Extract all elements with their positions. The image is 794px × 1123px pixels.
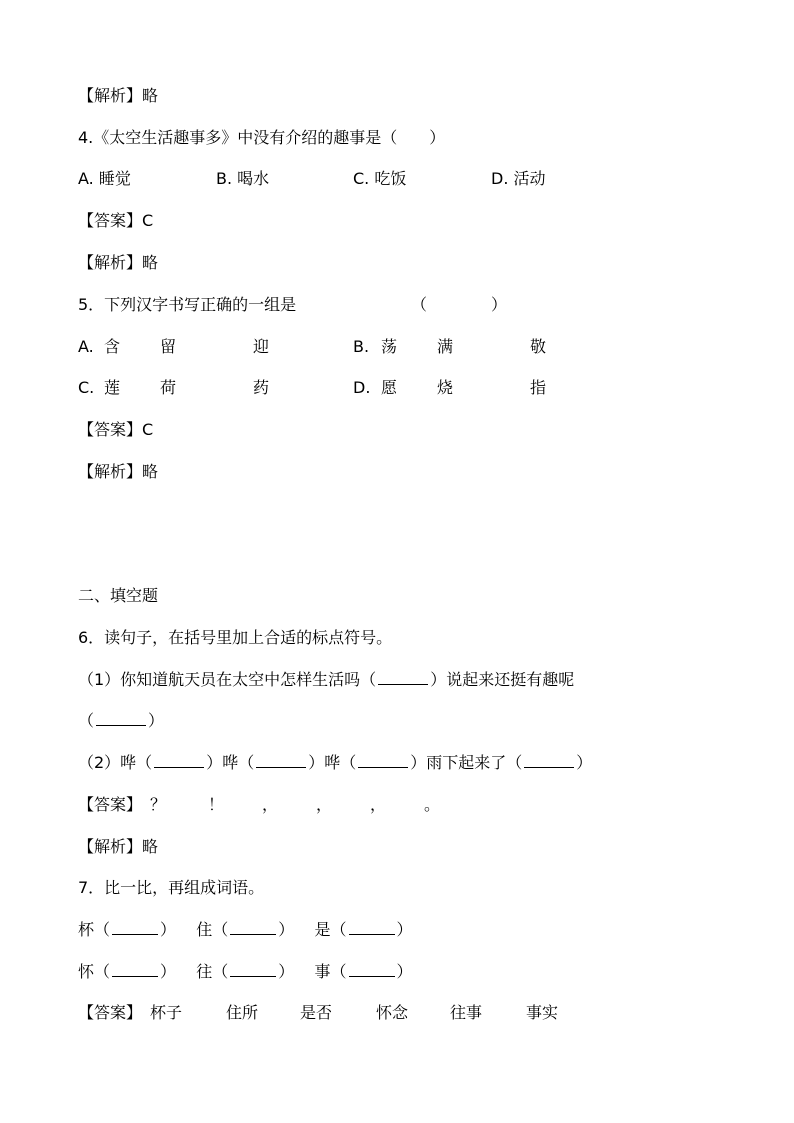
q5-row-b-char3: 敬 <box>530 337 547 356</box>
q7-char: 事 <box>314 962 331 981</box>
q5-analysis <box>78 460 158 484</box>
q6-s2-text-c: ）哗（ <box>308 753 357 772</box>
q5-answer <box>78 418 153 442</box>
q5-row-a-char1: 含 <box>104 337 121 356</box>
q6-blank-1[interactable] <box>378 670 428 685</box>
q6-analysis <box>78 835 158 859</box>
q7-char: 往 <box>196 962 213 981</box>
q6-answer-5: ， <box>370 795 387 814</box>
paren-close: ） <box>278 962 295 981</box>
q7-answer-2: 住所 <box>226 1003 259 1022</box>
q6-answer-3: ， <box>262 795 279 814</box>
q7-blank[interactable] <box>230 962 276 977</box>
paren-open: （ <box>212 962 229 981</box>
q6-sentence-1 <box>78 668 574 692</box>
q6-sentence-1-cont <box>78 709 164 733</box>
q6-answer-tag: 【答案】 <box>78 795 143 814</box>
q5-row-b-char2: 满 <box>437 337 454 356</box>
q6-blank-3[interactable] <box>154 753 204 768</box>
q6-answer-1: ？ <box>150 795 167 814</box>
q7-blank[interactable] <box>349 920 395 935</box>
paren-close: ） <box>396 962 413 981</box>
paren-close: ） <box>396 920 413 939</box>
q5-row-c-char2: 荷 <box>160 378 177 397</box>
q7-blank[interactable] <box>349 962 395 977</box>
q5-row-a-label: A. <box>78 337 94 356</box>
q5-row-b-char1: 荡 <box>381 337 398 356</box>
q7-stem: 7．比一比，再组成词语。 <box>78 878 265 897</box>
q7-char: 住 <box>196 920 213 939</box>
q3-analysis <box>78 84 158 108</box>
q7-row-1 <box>78 918 413 942</box>
q7-blank[interactable] <box>112 920 158 935</box>
q6-s1-text-a: （1）你知道航天员在太空中怎样生活吗（ <box>78 670 377 689</box>
q7-char: 怀 <box>78 962 95 981</box>
analysis-tag: 【解析】 <box>78 253 143 272</box>
analysis-tag: 【解析】 <box>78 86 143 105</box>
q6-answer-2: ！ <box>208 795 225 814</box>
q7-blank[interactable] <box>230 920 276 935</box>
q5-row-c-char3: 药 <box>253 378 270 397</box>
q4-option-d: D. 活动 <box>491 169 546 188</box>
q5-row-c-label: C. <box>78 378 95 397</box>
q5-row-d-char2: 烧 <box>437 378 454 397</box>
q7-answer-tag: 【答案】 <box>78 1003 143 1022</box>
paren-open: （ <box>212 920 229 939</box>
section-title: 二、填空题 <box>78 586 159 605</box>
q6-s1-text-b: ）说起来还挺有趣呢 <box>430 670 575 689</box>
answer-tag: 【答案】 <box>78 211 143 230</box>
q4-stem: 4.《太空生活趣事多》中没有介绍的趣事是（ ） <box>78 128 446 147</box>
q6-s2-text-e: ） <box>576 753 593 772</box>
q7-answer-4: 怀念 <box>376 1003 409 1022</box>
q5-row-b-label: B. <box>353 337 370 356</box>
q5-row-a-char2: 留 <box>160 337 177 356</box>
q6-blank-6[interactable] <box>524 753 574 768</box>
q6-s1-open: （ <box>78 711 95 730</box>
answer-tag: 【答案】 <box>78 420 143 439</box>
analysis-tag: 【解析】 <box>78 462 143 481</box>
q5-paren: （ ） <box>411 295 508 314</box>
analysis-text: 略 <box>142 86 159 105</box>
q6-sentence-2 <box>78 751 592 775</box>
q5-row-c-char1: 莲 <box>104 378 121 397</box>
q6-s2-text-d: ）雨下起来了（ <box>410 753 523 772</box>
analysis-text: 略 <box>142 837 159 856</box>
paren-close: ） <box>278 920 295 939</box>
q7-blank[interactable] <box>112 962 158 977</box>
q5-row-d-char1: 愿 <box>381 378 398 397</box>
analysis-text: 略 <box>142 253 159 272</box>
paren-open: （ <box>330 962 347 981</box>
paren-open: （ <box>94 920 111 939</box>
answer-text: C <box>142 211 154 230</box>
analysis-text: 略 <box>142 462 159 481</box>
q6-stem: 6．读句子，在括号里加上合适的标点符号。 <box>78 628 393 647</box>
q4-option-b: B. 喝水 <box>216 169 270 188</box>
paren-open: （ <box>330 920 347 939</box>
paren-close: ） <box>160 920 177 939</box>
q4-option-c: C. 吃饭 <box>353 169 407 188</box>
q5-row-a-char3: 迎 <box>253 337 270 356</box>
paren-open: （ <box>94 962 111 981</box>
q6-s1-close: ） <box>148 711 165 730</box>
q6-s2-text-b: ）哗（ <box>206 753 255 772</box>
q7-char: 是 <box>314 920 331 939</box>
q7-answer-3: 是否 <box>300 1003 333 1022</box>
paren-close: ） <box>160 962 177 981</box>
q6-blank-5[interactable] <box>358 753 408 768</box>
q7-answer-1: 杯子 <box>150 1003 183 1022</box>
q4-option-a: A. 睡觉 <box>78 169 131 188</box>
q7-answer-6: 事实 <box>526 1003 559 1022</box>
q7-char: 杯 <box>78 920 95 939</box>
q6-answer-4: ， <box>316 795 333 814</box>
q6-blank-4[interactable] <box>256 753 306 768</box>
analysis-tag: 【解析】 <box>78 837 143 856</box>
q6-blank-2[interactable] <box>96 711 146 726</box>
q5-row-d-char3: 指 <box>530 378 547 397</box>
q6-answer-6: 。 <box>424 795 441 814</box>
answer-text: C <box>142 420 154 439</box>
q5-stem: 5．下列汉字书写正确的一组是 <box>78 295 297 314</box>
q5-row-d-label: D. <box>353 378 371 397</box>
q4-analysis <box>78 251 158 275</box>
q6-s2-text-a: （2）哗（ <box>78 753 153 772</box>
q7-answer-5: 往事 <box>450 1003 483 1022</box>
q4-answer <box>78 209 153 233</box>
q7-row-2 <box>78 960 413 984</box>
